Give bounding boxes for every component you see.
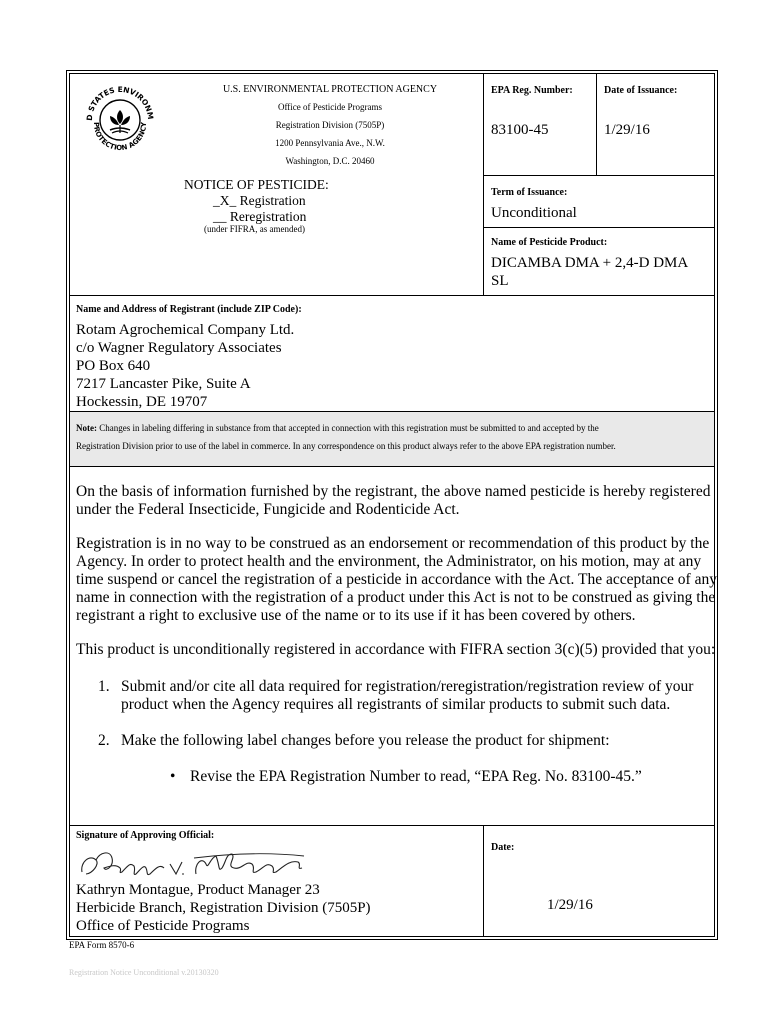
epa-seal-logo (80, 78, 160, 158)
notice-title: NOTICE OF PESTICIDE: (184, 177, 329, 192)
note-text-1: Changes in labeling differing in substance from that accepted in connection with this registration must be submitted to and accepted by the (99, 423, 599, 433)
body-p1-line2: under the Federal Insecticide, Fungicide and Rodenticide Act. (76, 501, 460, 518)
note-line-1 (76, 423, 599, 433)
date-value: 1/29/16 (547, 897, 593, 913)
reg-number-label: EPA Reg. Number: (491, 85, 573, 96)
product-label: Name of Pesticide Product: (491, 237, 608, 248)
divider-date-term (483, 175, 715, 176)
signer-line-3: Office of Pesticide Programs (76, 918, 250, 934)
body-p2-line4: name in connection with the registration of a product under this Act is not to be construed as giving the (76, 589, 716, 606)
note-line-2: Registration Division prior to use of the label in commerce. In any correspondence on this product always refer to the above EPA registration number. (76, 441, 616, 451)
bullet-marker: • (170, 768, 176, 785)
date-label: Date: (491, 842, 515, 853)
bullet-item-text: Revise the EPA Registration Number to read, “EPA Reg. No. 83100-45.” (190, 768, 642, 785)
agency-name: U.S. ENVIRONMENTAL PROTECTION AGENCY (222, 84, 438, 95)
reregistration-label: Reregistration (229, 209, 307, 224)
agency-office: Office of Pesticide Programs (277, 102, 383, 112)
divider-term-product (483, 227, 715, 228)
term-label: Term of Issuance: (491, 187, 568, 198)
registration-label: Registration (239, 193, 306, 208)
item-2-line1: Make the following label changes before you release the product for shipment: (121, 732, 610, 749)
divider-note-body (69, 466, 715, 467)
body-p2-line5: registrant a right to exclusive use of the name or to its use if it has been covered by others. (76, 607, 636, 624)
divider-body-signature (69, 825, 715, 826)
notice-under-fifra: (under FIFRA, as amended) (204, 224, 305, 234)
reg-number-value: 83100-45 (491, 122, 549, 138)
svg-text:PROTECTION AGENCY: PROTECTION AGENCY (91, 121, 149, 153)
signer-line-2: Herbicide Branch, Registration Division (7505P) (76, 900, 371, 916)
issuance-date-label: Date of Issuance: (604, 85, 678, 96)
registrant-line-3: PO Box 640 (76, 358, 151, 374)
registrant-line-5: Hockessin, DE 19707 (76, 394, 208, 410)
issuance-date-value: 1/29/16 (604, 122, 650, 138)
registrant-line-1: Rotam Agrochemical Company Ltd. (76, 322, 295, 338)
product-value-line2: SL (491, 273, 509, 289)
agency-city: Washington, D.C. 20460 (285, 156, 375, 166)
term-value: Unconditional (491, 205, 577, 221)
body-p1-line1: On the basis of information furnished by the registrant, the above named pesticide is hereby registered (76, 483, 711, 500)
agency-division: Registration Division (7505P) (275, 120, 385, 130)
item-1-line1: Submit and/or cite all data required for registration/reregistration/registration review of your (121, 678, 694, 695)
footer-version: Registration Notice Unconditional v.20130320 (69, 968, 219, 977)
item-2-number: 2. (98, 732, 110, 749)
signature-label: Signature of Approving Official: (76, 830, 215, 841)
signer-line-1: Kathryn Montague, Product Manager 23 (76, 882, 320, 898)
body-p3: This product is unconditionally registered in accordance with FIFRA section 3(c)(5) provided that you: (76, 641, 716, 658)
notice-registration-row (213, 193, 306, 209)
svg-text:UNITED STATES ENVIRONMENTAL: D STATES ENVIRONM (84, 84, 156, 121)
product-value-line1: DICAMBA DMA + 2,4-D DMA (491, 255, 689, 271)
divider-vertical-top (483, 73, 484, 295)
reregistration-mark: __ (213, 209, 227, 224)
divider-vertical-date (596, 73, 597, 175)
agency-street: 1200 Pennsylvania Ave., N.W. (275, 138, 385, 148)
note-label: Note: (76, 423, 97, 433)
registrant-label: Name and Address of Registrant (include ZIP Code): (76, 304, 302, 315)
item-1-number: 1. (98, 678, 110, 695)
divider-vertical-signature (483, 825, 484, 937)
body-p2-line1: Registration is in no way to be construed as an endorsement or recommendation of this product by the (76, 535, 710, 552)
registrant-line-2: c/o Wagner Regulatory Associates (76, 340, 282, 356)
item-1-line2: product when the Agency requires all registrants of similar products to submit such data. (121, 696, 671, 713)
registration-mark: _X_ (213, 193, 237, 208)
handwritten-signature (76, 844, 316, 884)
notice-reregistration-row (213, 209, 306, 225)
registrant-line-4: 7217 Lancaster Pike, Suite A (76, 376, 251, 392)
body-p2-line3: time suspend or cancel the registration of a pesticide in accordance with the Act. The acceptance of any (76, 571, 717, 588)
body-p2-line2: Agency. In order to protect health and the environment, the Administrator, on his motion, may at any (76, 553, 702, 570)
form-number: EPA Form 8570-6 (69, 940, 135, 950)
note-background (70, 412, 714, 466)
divider-header-registrant (69, 295, 715, 296)
